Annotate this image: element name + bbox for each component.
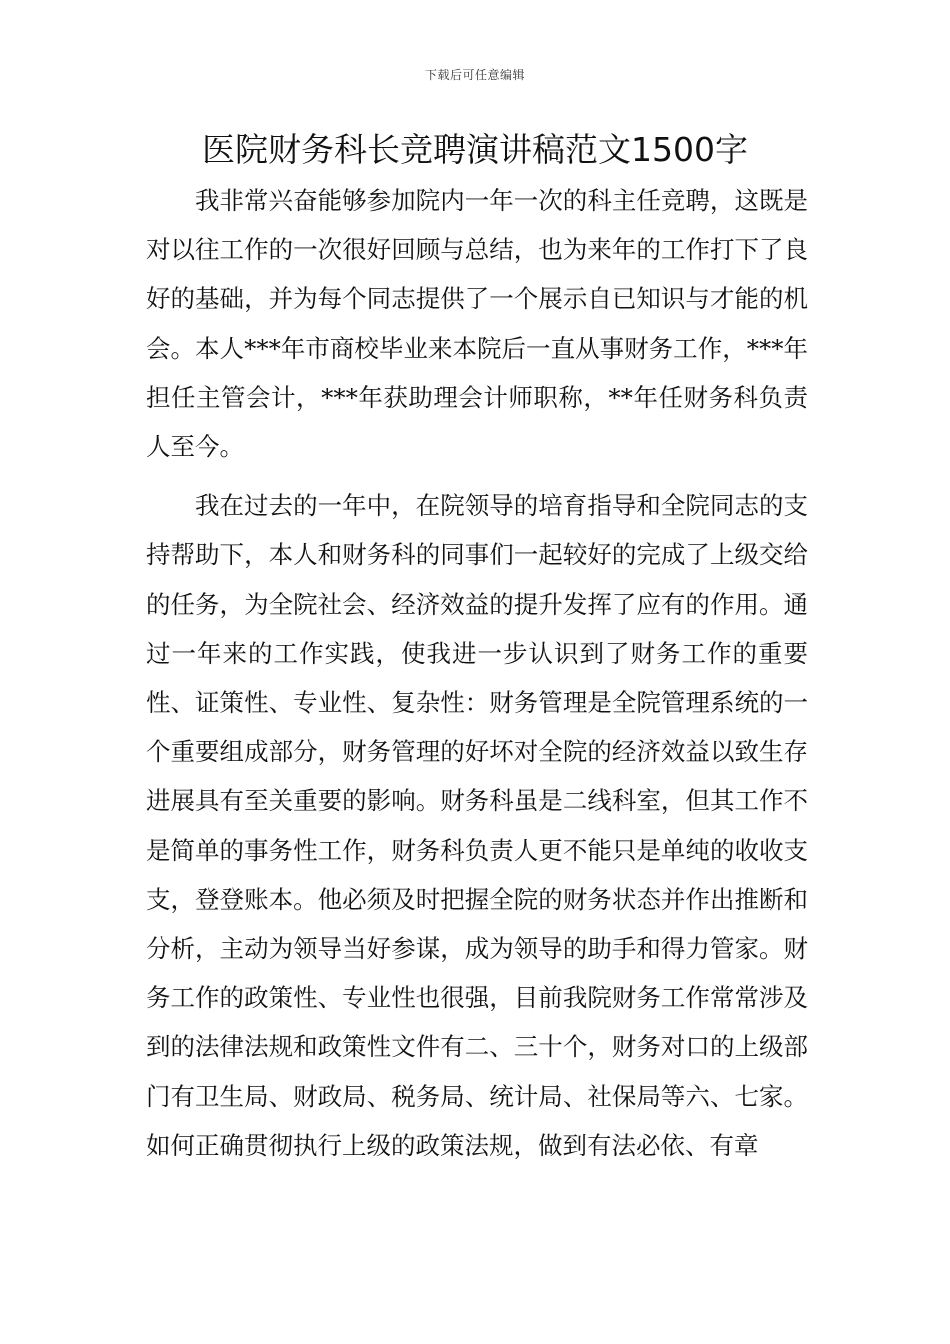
document-title: 医院财务科长竞聘演讲稿范文1500字 bbox=[202, 130, 748, 169]
document-body bbox=[146, 176, 808, 1170]
paragraph-1: 我非常兴奋能够参加院内一年一次的科主任竞聘，这既是对以往工作的一次很好回顾与总结，也为来年的工作打下了良好的基础，并为每个同志提供了一个展示自已知识与才能的机会。本人***年市商校毕业来本院后一直从事财务工作，***年担任主管会计，***年获助理会计师职称，**年任财务科负责人至今。 bbox=[146, 186, 808, 462]
paragraph-2: 我在过去的一年中，在院领导的培育指导和全院同志的支持帮助下，本人和财务科的同事们一起较好的完成了上级交给的任务，为全院社会、经济效益的提升发挥了应有的作用。通过一年来的工作实践，使我进一步认识到了财务工作的重要性、证策性、专业性、复杂性：财务管理是全院管理系统的一个重要组成部分，财务管理的好坏对全院的经济效益以致生存进展具有至关重要的影响。财务科虽是二线科室，但其工作不是简单的事务性工作，财务科负责人更不能只是单纯的收收支支，登登账本。他必须及时把握全院的财务状态并作出推断和分析，主动为领导当好参谋，成为领导的助手和得力管家。财务工作的政策性、专业性也很强，目前我院财务工作常常涉及到的法律法规和政策性文件有二、三十个，财务对口的上级部门有卫生局、财政局、税务局、统计局、社保局等六、七家。如何正确贯彻执行上级的政策法规，做到有法必依、有章 bbox=[146, 491, 808, 1160]
header-note: 下载后可任意编辑 bbox=[424, 68, 525, 82]
